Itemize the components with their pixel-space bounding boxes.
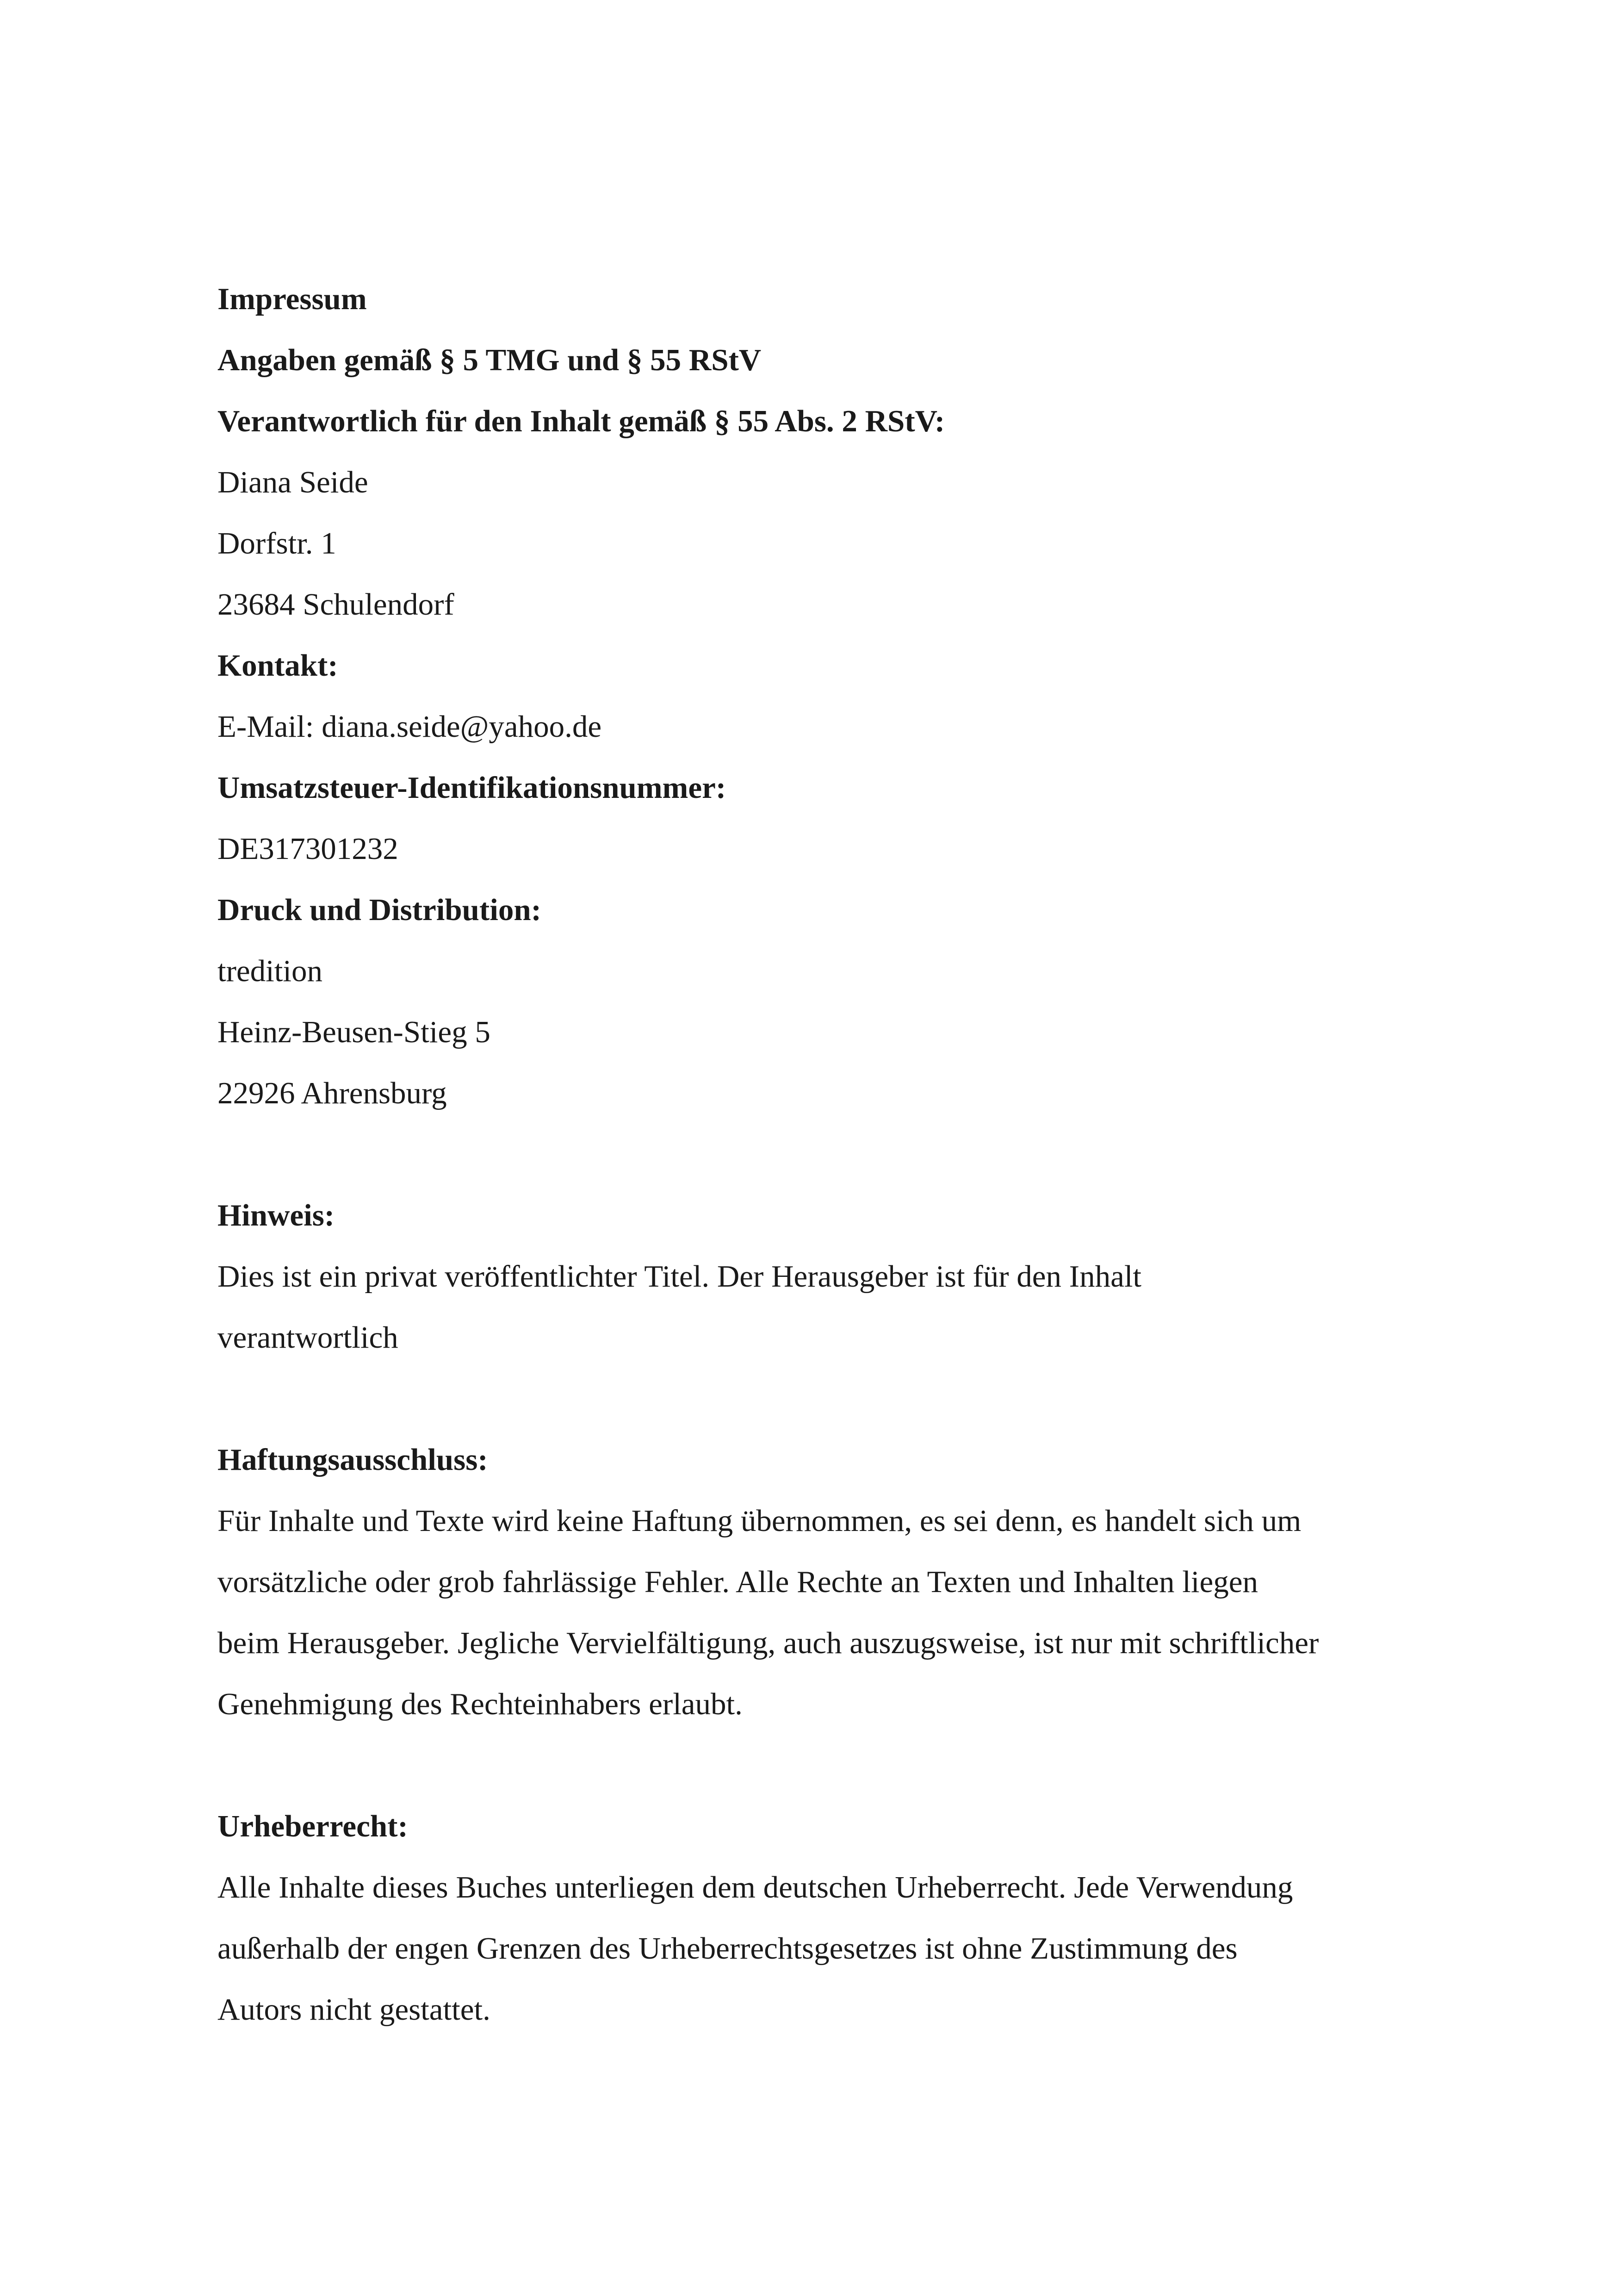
responsible-heading: Verantwortlich für den Inhalt gemäß § 55 Abs. 2 RStV: <box>217 404 945 438</box>
copyright-line: außerhalb der engen Grenzen des Urheberrechtsgesetzes ist ohne Zustimmung des <box>217 1931 1238 1966</box>
copyright-line: Alle Inhalte dieses Buches unterliegen dem deutschen Urheberrecht. Jede Verwendung <box>217 1870 1293 1904</box>
imprint-title: Impressum <box>217 282 367 316</box>
printer-street: Heinz-Beusen-Stieg 5 <box>217 1015 490 1049</box>
disclaimer-section <box>217 1429 1439 1735</box>
imprint-content <box>217 268 1439 2040</box>
copyright-heading: Urheberrecht: <box>217 1809 408 1843</box>
vat-heading: Umsatzsteuer-Identifikationsnummer: <box>217 771 726 805</box>
copyright-section <box>217 1796 1439 2040</box>
disclaimer-heading: Haftungsausschluss: <box>217 1443 488 1477</box>
disclaimer-line: vorsätzliche oder grob fahrlässige Fehler. Alle Rechte an Texten und Inhalten liegen <box>217 1565 1258 1599</box>
print-distribution-heading: Druck und Distribution: <box>217 893 541 927</box>
publisher-street: Dorfstr. 1 <box>217 526 336 560</box>
printer-name: tredition <box>217 954 323 988</box>
copyright-line: Autors nicht gestattet. <box>217 1992 490 2027</box>
vat-id: DE317301232 <box>217 832 398 866</box>
notice-section <box>217 1185 1439 1368</box>
disclaimer-line: beim Herausgeber. Jegliche Vervielfältigung, auch auszugsweise, ist nur mit schriftlicher <box>217 1626 1319 1660</box>
notice-line: verantwortlich <box>217 1320 398 1355</box>
disclaimer-line: Für Inhalte und Texte wird keine Haftung übernommen, es sei denn, es handelt sich um <box>217 1504 1302 1538</box>
contact-email: E-Mail: diana.seide@yahoo.de <box>217 709 602 744</box>
legal-basis-heading: Angaben gemäß § 5 TMG und § 55 RStV <box>217 343 762 377</box>
disclaimer-line: Genehmigung des Rechteinhabers erlaubt. <box>217 1687 743 1721</box>
publisher-city: 23684 Schulendorf <box>217 587 454 622</box>
publisher-name: Diana Seide <box>217 465 368 499</box>
notice-heading: Hinweis: <box>217 1198 335 1232</box>
notice-line: Dies ist ein privat veröffentlichter Titel. Der Herausgeber ist für den Inhalt <box>217 1259 1142 1294</box>
printer-city: 22926 Ahrensburg <box>217 1076 447 1110</box>
contact-heading: Kontakt: <box>217 648 338 683</box>
